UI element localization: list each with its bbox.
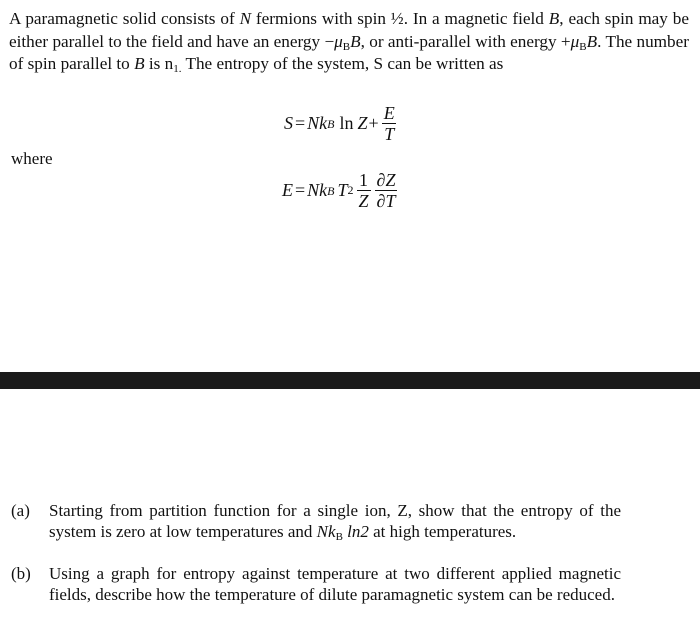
problem-statement: A paramagnetic solid consists of N fermions with spin ½. In a magnetic field B, each spin may be either parallel to the field and have an energy $-\mu_BB$, or anti-parallel with energy $+\mu_BB$. The number of spin parallel to B is $n_{1.}$ The entropy of the system, S can be written as	[9, 9, 689, 75]
energy-equation: E = N k B T 2 $\frac{1}{Z}$ $\frac{\partial Z}{\partial T}$	[282, 170, 396, 211]
entropy-equation: S = N k B ln Z + $\frac{E}{T}$	[284, 103, 395, 144]
question-a	[11, 500, 621, 542]
fraction-one-over-z: $\frac{1}{Z}$	[358, 170, 369, 211]
question-b	[11, 563, 621, 605]
where-label: where	[11, 149, 53, 168]
fraction-e-over-t: $\frac{E}{T}$	[383, 103, 395, 144]
question-a-text: Starting from partition function for a single ion, Z, show that the entropy of the system is zero at low temperatures and $Nk_B$ ln2 at high temperatures.	[49, 501, 621, 543]
fraction-dz-over-dt: $\frac{\partial Z}{\partial T}$	[376, 170, 396, 211]
question-b-text: Using a graph for entropy against temperature at two different applied magnetic fields, describe how the temperature of dilute paramagnetic system can be reduced.	[49, 564, 621, 604]
divider-bar	[0, 372, 700, 389]
question-b-label: (b)	[11, 564, 31, 583]
question-a-label: (a)	[11, 501, 30, 520]
